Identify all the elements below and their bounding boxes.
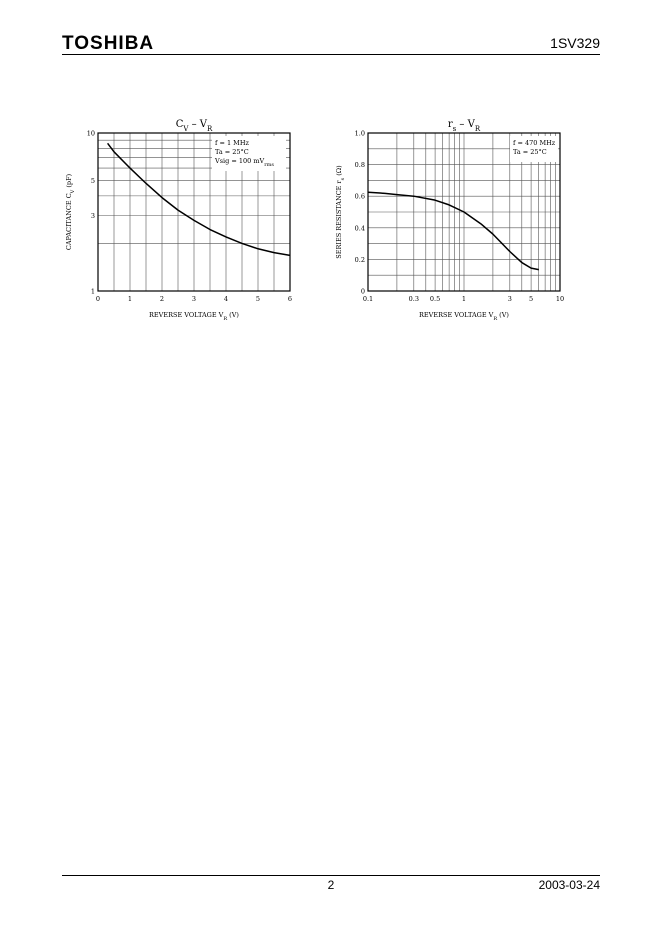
y-tick-label: 10	[86, 129, 95, 138]
y-tick-label: 0	[360, 287, 365, 296]
x-tick-label: 0.5	[429, 295, 441, 303]
x-tick-label: 1	[461, 295, 467, 303]
condition-text: Ta = 25°C	[513, 148, 547, 156]
document-date: 2003-03-24	[538, 878, 600, 892]
header-divider	[62, 54, 600, 55]
footer-divider	[62, 875, 600, 876]
x-tick-label: 0	[95, 295, 101, 303]
x-tick-label: 4	[223, 295, 229, 303]
x-tick-label: 1	[127, 295, 133, 303]
condition-text: f = 1 MHz	[215, 139, 249, 147]
y-tick-label: 1.0	[354, 129, 365, 138]
toshiba-logo: TOSHIBA	[62, 33, 155, 54]
y-axis-label: SERIES RESISTANCE $r_s$ (Ω)	[335, 165, 346, 259]
condition-text: f = 470 MHz	[513, 139, 556, 147]
condition-text: Ta = 25°C	[215, 148, 249, 156]
chart-title: $r_s - V_R$	[447, 119, 481, 133]
y-axis-label: CAPACITANCE $C_V$ (pF)	[65, 173, 76, 251]
x-tick-label: 10	[555, 295, 565, 303]
chart-title: $C_V - V_R$	[175, 119, 213, 133]
y-tick-label: 5	[90, 177, 95, 186]
y-tick-label: 3	[90, 212, 95, 221]
x-axis-label: REVERSE VOLTAGE $V_R$ (V)	[149, 311, 239, 322]
x-tick-label: 0.1	[362, 295, 374, 303]
y-tick-label: 0.4	[354, 224, 365, 233]
x-tick-label: 2	[159, 295, 165, 303]
y-tick-label: 0.8	[354, 161, 365, 170]
x-tick-label: 6	[287, 295, 293, 303]
x-tick-label: 3	[507, 295, 512, 303]
y-tick-label: 1	[90, 287, 95, 296]
x-axis-label: REVERSE VOLTAGE $V_R$ (V)	[419, 311, 509, 322]
x-tick-label: 3	[191, 295, 197, 303]
x-tick-label: 0.3	[408, 295, 419, 303]
part-number: 1SV329	[550, 35, 600, 51]
resistance-vs-voltage-chart	[330, 112, 580, 327]
x-tick-label: 5	[255, 295, 261, 303]
series-line	[368, 192, 539, 269]
y-tick-label: 0.2	[354, 255, 365, 264]
x-tick-label: 5	[529, 295, 534, 303]
capacitance-vs-voltage-chart	[60, 112, 310, 327]
condition-text: Vsig = 100 $mV_{rms}$	[215, 157, 274, 168]
page-number: 2	[327, 878, 335, 892]
y-tick-label: 0.6	[354, 192, 365, 201]
